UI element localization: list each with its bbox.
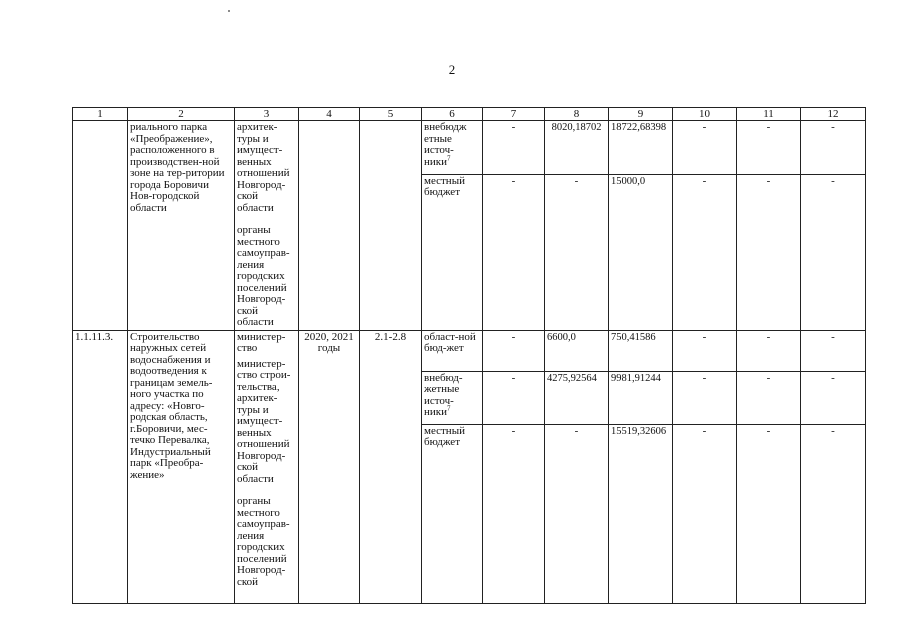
funding-source: внебюдж етные источ-ники <box>424 121 467 168</box>
value-cell: - <box>737 424 801 603</box>
executor-text: органы местного самоуправ-ления городских поселений Новгород-ской <box>237 495 290 588</box>
item-name-cell: риального парка «Преображение», расположенного в производствен-ной зоне на тер-ритории города Боровичи Нов-городской области <box>128 121 235 331</box>
col-header: 4 <box>299 108 360 121</box>
value-cell: - <box>483 371 545 424</box>
col-header: 8 <box>545 108 609 121</box>
indicators-cell <box>360 121 422 331</box>
value-cell: - <box>737 371 801 424</box>
executor-text: органы местного самоуправ-ления городских поселений Новгород-ской области <box>237 224 290 328</box>
col-header: 10 <box>673 108 737 121</box>
value-cell: - <box>801 371 866 424</box>
table-row <box>73 330 866 371</box>
value-cell: 750,41586 <box>609 330 673 371</box>
value-cell: - <box>673 121 737 175</box>
footnote-mark: 7 <box>447 153 451 162</box>
value-cell: 15000,0 <box>609 174 673 330</box>
value-cell: - <box>483 174 545 330</box>
value-cell: - <box>673 330 737 371</box>
years-cell <box>299 121 360 331</box>
col-header: 3 <box>235 108 299 121</box>
col-header: 7 <box>483 108 545 121</box>
col-header: 5 <box>360 108 422 121</box>
value-cell: - <box>801 174 866 330</box>
col-header: 1 <box>73 108 128 121</box>
funding-source: област-ной бюд-жет <box>424 330 476 354</box>
value-cell: - <box>673 424 737 603</box>
value-cell: 15519,32606 <box>609 424 673 603</box>
years-cell: 2020, 2021 годы <box>299 330 360 603</box>
item-number-cell <box>73 121 128 331</box>
executor-cell <box>235 121 299 331</box>
value-cell: - <box>737 121 801 175</box>
col-header: 12 <box>801 108 866 121</box>
item-name-cell: Строительство наружных сетей водоснабжения и водоотведения к границам земель-ного участка по адресу: «Новго-родская область, г.Боровичи, мес-течко Перевалка, Индустриальный парк «Преобра-жение» <box>128 330 235 603</box>
funding-source-cell <box>422 371 483 424</box>
funding-source-cell <box>422 121 483 175</box>
indicators-cell: 2.1-2.8 <box>360 330 422 603</box>
page-number: 2 <box>448 62 456 77</box>
value-cell: - <box>801 424 866 603</box>
value-cell: - <box>483 121 545 175</box>
item-number-cell: 1.1.11.3. <box>73 330 128 603</box>
table-row <box>73 121 866 175</box>
column-number-row <box>73 108 866 121</box>
funding-source-cell <box>422 424 483 603</box>
executor-text: архитек-туры и имущест-венных отношений Новгород-ской области <box>237 121 290 214</box>
value-cell: - <box>673 174 737 330</box>
value-cell: 6600,0 <box>545 330 609 371</box>
funding-source-cell <box>422 330 483 371</box>
funding-source: местный бюджет <box>424 174 465 199</box>
value-cell: - <box>801 330 866 371</box>
funding-source-cell <box>422 174 483 330</box>
scan-speck <box>228 10 230 12</box>
col-header: 11 <box>737 108 801 121</box>
value-cell: - <box>483 424 545 603</box>
value-cell: - <box>737 330 801 371</box>
footnote-mark: 7 <box>447 404 451 413</box>
value-cell: 4275,92564 <box>545 371 609 424</box>
executor-text: министер-ство строи-тельства, архитек-туры и имущест-венных отношений Новгород-ской области <box>237 357 291 485</box>
col-header: 6 <box>422 108 483 121</box>
program-table <box>72 107 866 604</box>
value-cell: - <box>545 174 609 330</box>
value-cell: - <box>545 424 609 603</box>
value-cell: - <box>673 371 737 424</box>
value-cell: 8020,18702 <box>545 121 609 175</box>
executor-cell <box>235 330 299 603</box>
value-cell: 9981,91244 <box>609 371 673 424</box>
value-cell: - <box>801 121 866 175</box>
col-header: 2 <box>128 108 235 121</box>
col-header: 9 <box>609 108 673 121</box>
funding-source: внебюд-жетные источ-ники <box>424 371 463 418</box>
executor-text: министер-ство <box>237 330 286 354</box>
value-cell: 18722,68398 <box>609 121 673 175</box>
funding-source: местный бюджет <box>424 424 465 448</box>
value-cell: - <box>483 330 545 371</box>
value-cell: - <box>737 174 801 330</box>
